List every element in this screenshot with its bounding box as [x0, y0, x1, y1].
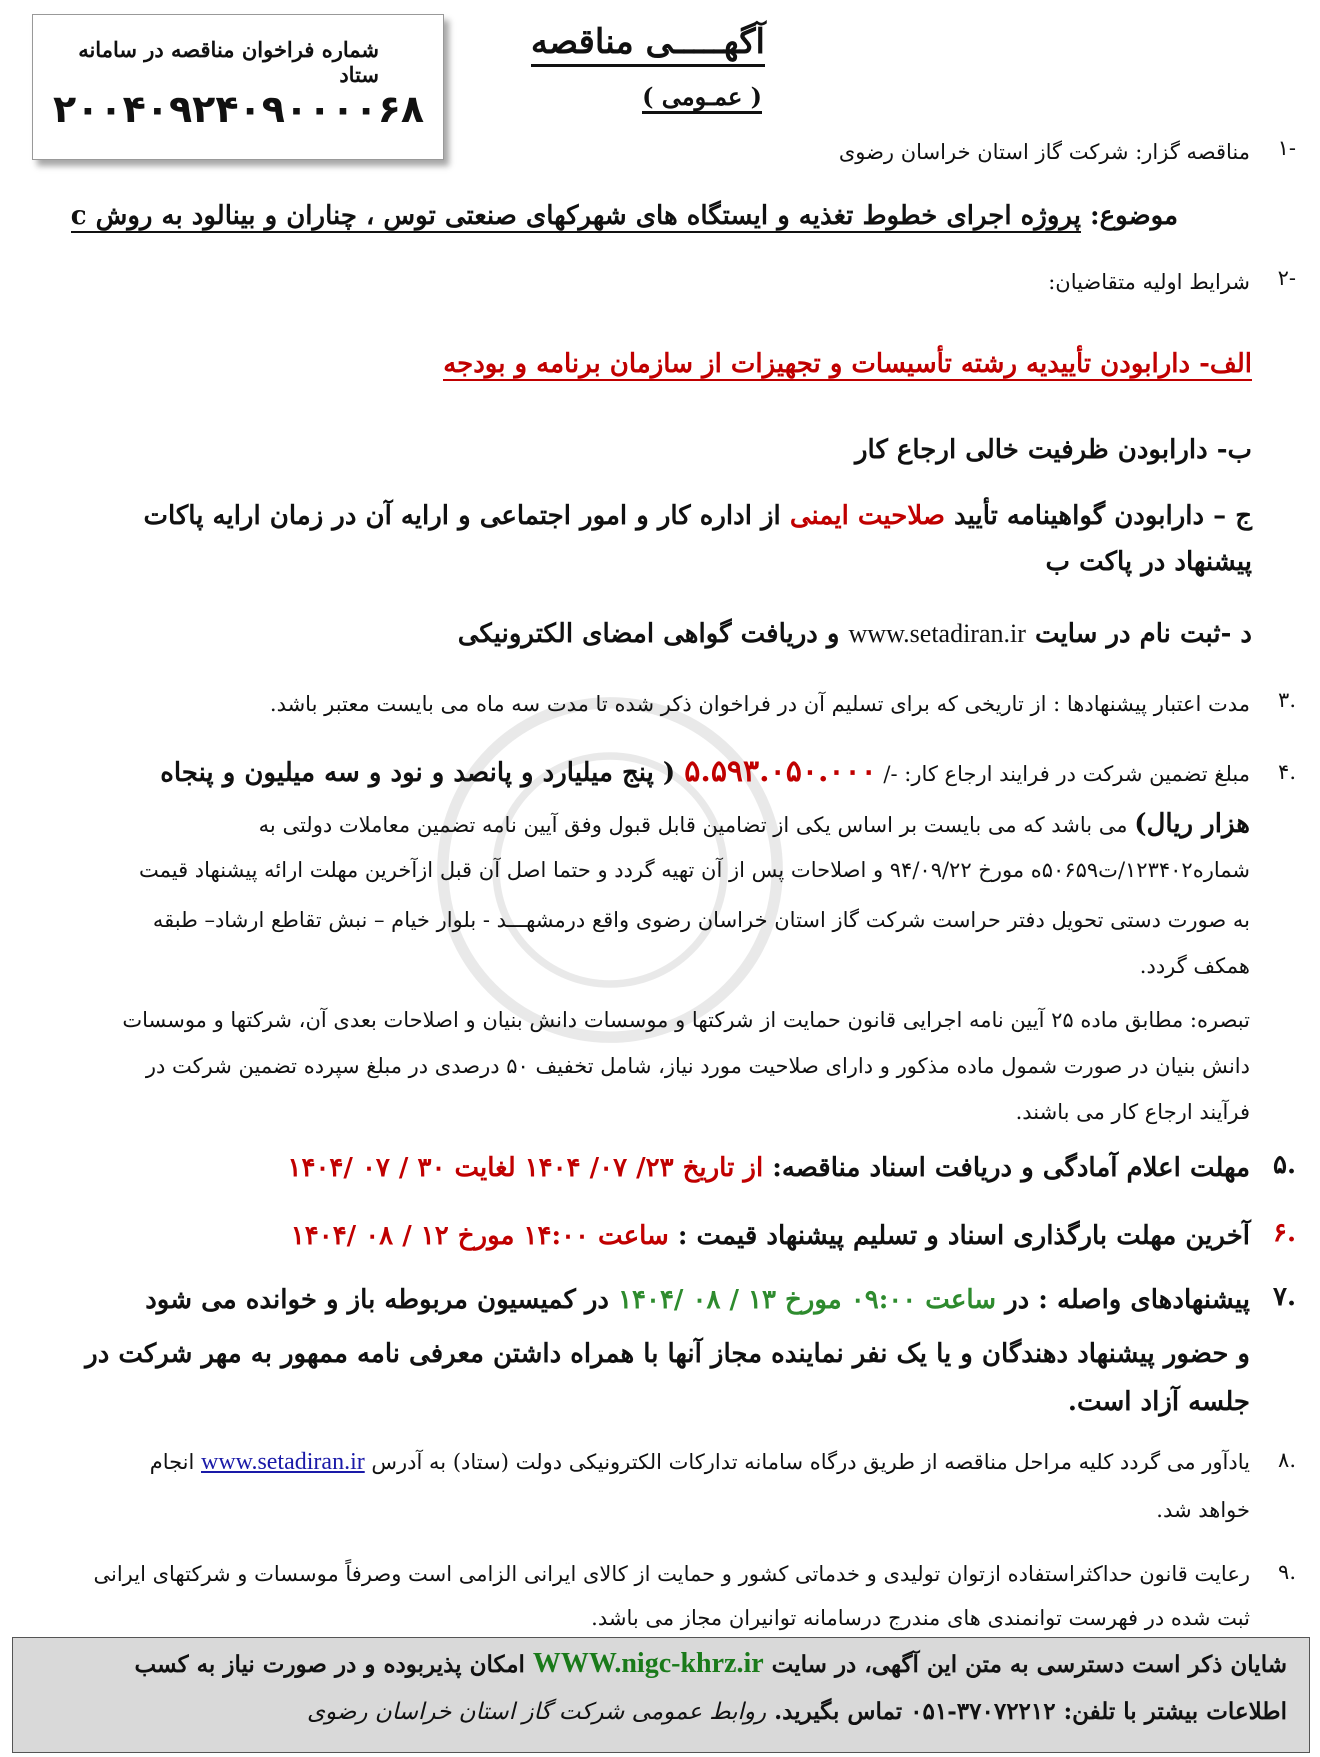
opening-time: ساعت ۰۹:۰۰ مورخ ۱۳ / ۰۸ /۱۴۰۴ [618, 1285, 997, 1315]
condition-dal-a: د -ثبت نام در سایت [1025, 619, 1252, 649]
subject-label: موضوع: [1080, 201, 1178, 231]
item-5-text [288, 1148, 1250, 1188]
nigc-khrz-link[interactable]: WWW.nigc-khrz.ir [532, 1648, 764, 1679]
item-1-number: -۱ [1277, 136, 1296, 160]
item-4-line-2 [259, 804, 1250, 845]
condition-jim-highlight: صلاحیت ایمنی [789, 501, 945, 531]
item-8-number: .۸ [1278, 1448, 1296, 1472]
item-7-line-1 [145, 1280, 1250, 1320]
item-6-label: آخرین مهلت بارگذاری اسناد و تسلیم پیشنهاد قیمت : [668, 1221, 1250, 1251]
tender-number-label: شماره فراخوان مناقصه در سامانه ستاد [78, 37, 379, 87]
footer-signature: روابط عمومی شرکت گاز استان خراسان رضوی [306, 1699, 767, 1725]
item-4-d: می باشد که می بایست بر اساس یکی از تضامین قابل قبول وفق آیین نامه تضمین معاملات دولتی به [258, 813, 1135, 837]
item-4-line-4: به صورت دستی تحویل دفتر حراست شرکت گاز استان خراسان رضوی واقع درمشهـــد - بلوار خیام – نبش تقاطع ارشاد– طبقه [152, 908, 1250, 932]
item-2-text: شرایط اولیه متقاضیان: [1048, 270, 1250, 294]
footer-phone: اطلاعات بیشتر با تلفن: ۳۷۰۷۲۲۱۲-۰۵۱ تماس بگیرید. [766, 1698, 1287, 1725]
condition-be: ب- دارابودن ظرفیت خالی ارجاع کار [854, 435, 1252, 465]
item-1-text: مناقصه گزار: شرکت گاز استان خراسان رضوی [838, 140, 1250, 164]
condition-dal-b: و دریافت گواهی امضای الکترونیکی [457, 619, 849, 649]
condition-alef [443, 344, 1252, 384]
tender-number: ۲۰۰۴۰۹۲۴۰۹۰۰۰۰۶۸ [53, 87, 425, 131]
item-6-value: ساعت ۱۴:۰۰ مورخ ۱۲ / ۰۸ /۱۴۰۴ [290, 1221, 669, 1251]
condition-jim-a: ج – دارابودن گواهینامه تأیید [944, 501, 1252, 531]
note-line-3: فرآیند ارجاع کار می باشند. [1015, 1100, 1250, 1124]
item-9-line-1: رعایت قانون حداکثراستفاده ازتوان تولیدی و خدماتی کشور و حمایت از کالای ایرانی الزامی است وصرفاً موسسات و شرکتهای ایرانی [93, 1562, 1250, 1586]
item-8-line-1 [150, 1442, 1250, 1482]
item-3-text: مدت اعتبار پیشنهادها : از تاریخی که برای تسلیم آن در فراخوان ذکر شده تا مدت سه ماه می بایست معتبر باشد. [269, 692, 1250, 716]
item-7-a: پیشنهادهای واصله : در [996, 1285, 1250, 1315]
footer-box [12, 1637, 1310, 1753]
item-7-line-3: جلسه آزاد است. [1067, 1387, 1250, 1417]
item-4-number: .۴ [1278, 760, 1296, 784]
tender-number-box [32, 14, 444, 160]
setadiran-link[interactable]: www.setadiran.ir [201, 1449, 365, 1475]
item-3-number: .۳ [1278, 688, 1296, 712]
condition-dal [458, 614, 1252, 654]
guarantee-amount: ۵.۵۹۳.۰۵۰.۰۰۰ [684, 754, 877, 789]
note-line-2: دانش بنیان در صورت شمول ماده مذکور و دارای صلاحیت مورد نیاز، شامل تخفیف ۵۰ درصدی در مبلغ سپرده تضمین شرکت در [145, 1054, 1250, 1078]
item-6-number: .۶ [1272, 1218, 1296, 1248]
item-4-line-1 [160, 752, 1250, 794]
item-9-number: .۹ [1278, 1560, 1296, 1584]
note-line-1: تبصره: مطابق ماده ۲۵ آیین نامه اجرایی قانون حمایت از شرکتها و موسسات دانش بنیان و اصلاحات بعدی آن، شرکتها و موسسات [122, 1008, 1250, 1032]
item-5-number: .۵ [1272, 1150, 1296, 1180]
item-4-b: ( پنج میلیارد و پانصد و نود و سه میلیون و پنجاه [160, 758, 685, 788]
subject-line [71, 196, 1178, 236]
condition-jim-c: پیشنهاد در پاکت ب [1045, 547, 1252, 577]
item-8-b: انجام [149, 1450, 201, 1474]
item-2-number: -۲ [1277, 266, 1296, 290]
item-6-text [291, 1216, 1250, 1256]
item-7-number: .۷ [1272, 1282, 1296, 1312]
item-5-value: از تاریخ ۲۳/ ۰۷/ ۱۴۰۴ لغایت ۳۰ / ۰۷ /۱۴۰۴ [287, 1153, 764, 1183]
item-7-b: در کمیسیون مربوطه باز و خوانده می شود [145, 1285, 619, 1315]
footer-b: امکان پذیربوده و در صورت نیاز به کسب [134, 1651, 533, 1678]
notice-subtitle: ( عمـومی ) [642, 82, 762, 114]
notice-title: آگهـــــی مناقصه [531, 22, 765, 67]
item-5-label: مهلت اعلام آمادگی و دریافت اسناد مناقصه: [763, 1153, 1250, 1183]
item-4-line-3: شماره۱۲۳۴۰۲/ت۵۰۶۵۹ه مورخ ۹۴/۰۹/۲۲ و اصلاحات پس از آن تهیه گردد و حتما اصل آن قبل ازآخرین مهلت ارائه پیشنهاد قیمت [139, 858, 1250, 882]
subject-text: پروژه اجرای خطوط تغذیه و ایستگاه های شهرکهای صنعتی توس ، چناران و بینالود به روش c [70, 201, 1081, 231]
footer-line-2 [307, 1698, 1287, 1725]
item-8-line-2: خواهد شد. [1156, 1498, 1250, 1522]
item-9-line-2: ثبت شده در فهرست توانمندی های مندرج درسامانه توانیران مجاز می باشد. [591, 1606, 1250, 1630]
footer-line-1 [135, 1648, 1287, 1680]
condition-alef-text: الف- دارابودن تأییدیه رشته تأسیسات و تجهیزات از سازمان برنامه و بودجه [443, 349, 1252, 379]
item-4-line-5: همکف گردد. [1139, 954, 1250, 978]
condition-jim-b: از اداره کار و امور اجتماعی و ارایه آن در زمان ارایه پاکات [143, 501, 790, 531]
item-7-line-2: و حضور پیشنهاد دهندگان و یا یک نفر نماینده مجاز آنها با همراه داشتن معرفی نامه ممهور به مهر شرکت در [85, 1339, 1250, 1369]
condition-jim [144, 496, 1252, 536]
item-4-a: مبلغ تضمین شرکت در فرایند ارجاع کار: -/ [876, 762, 1250, 786]
item-8-a: یادآور می گردد کلیه مراحل مناقصه از طریق درگاه سامانه تدارکات الکترونیکی دولت (ستاد) به آدرس [364, 1450, 1250, 1474]
footer-a: شایان ذکر است دسترسی به متن این آگهی، در سایت [763, 1651, 1287, 1678]
item-4-c: هزار ریال) [1134, 809, 1250, 839]
condition-dal-site: www.setadiran.ir [848, 619, 1026, 648]
